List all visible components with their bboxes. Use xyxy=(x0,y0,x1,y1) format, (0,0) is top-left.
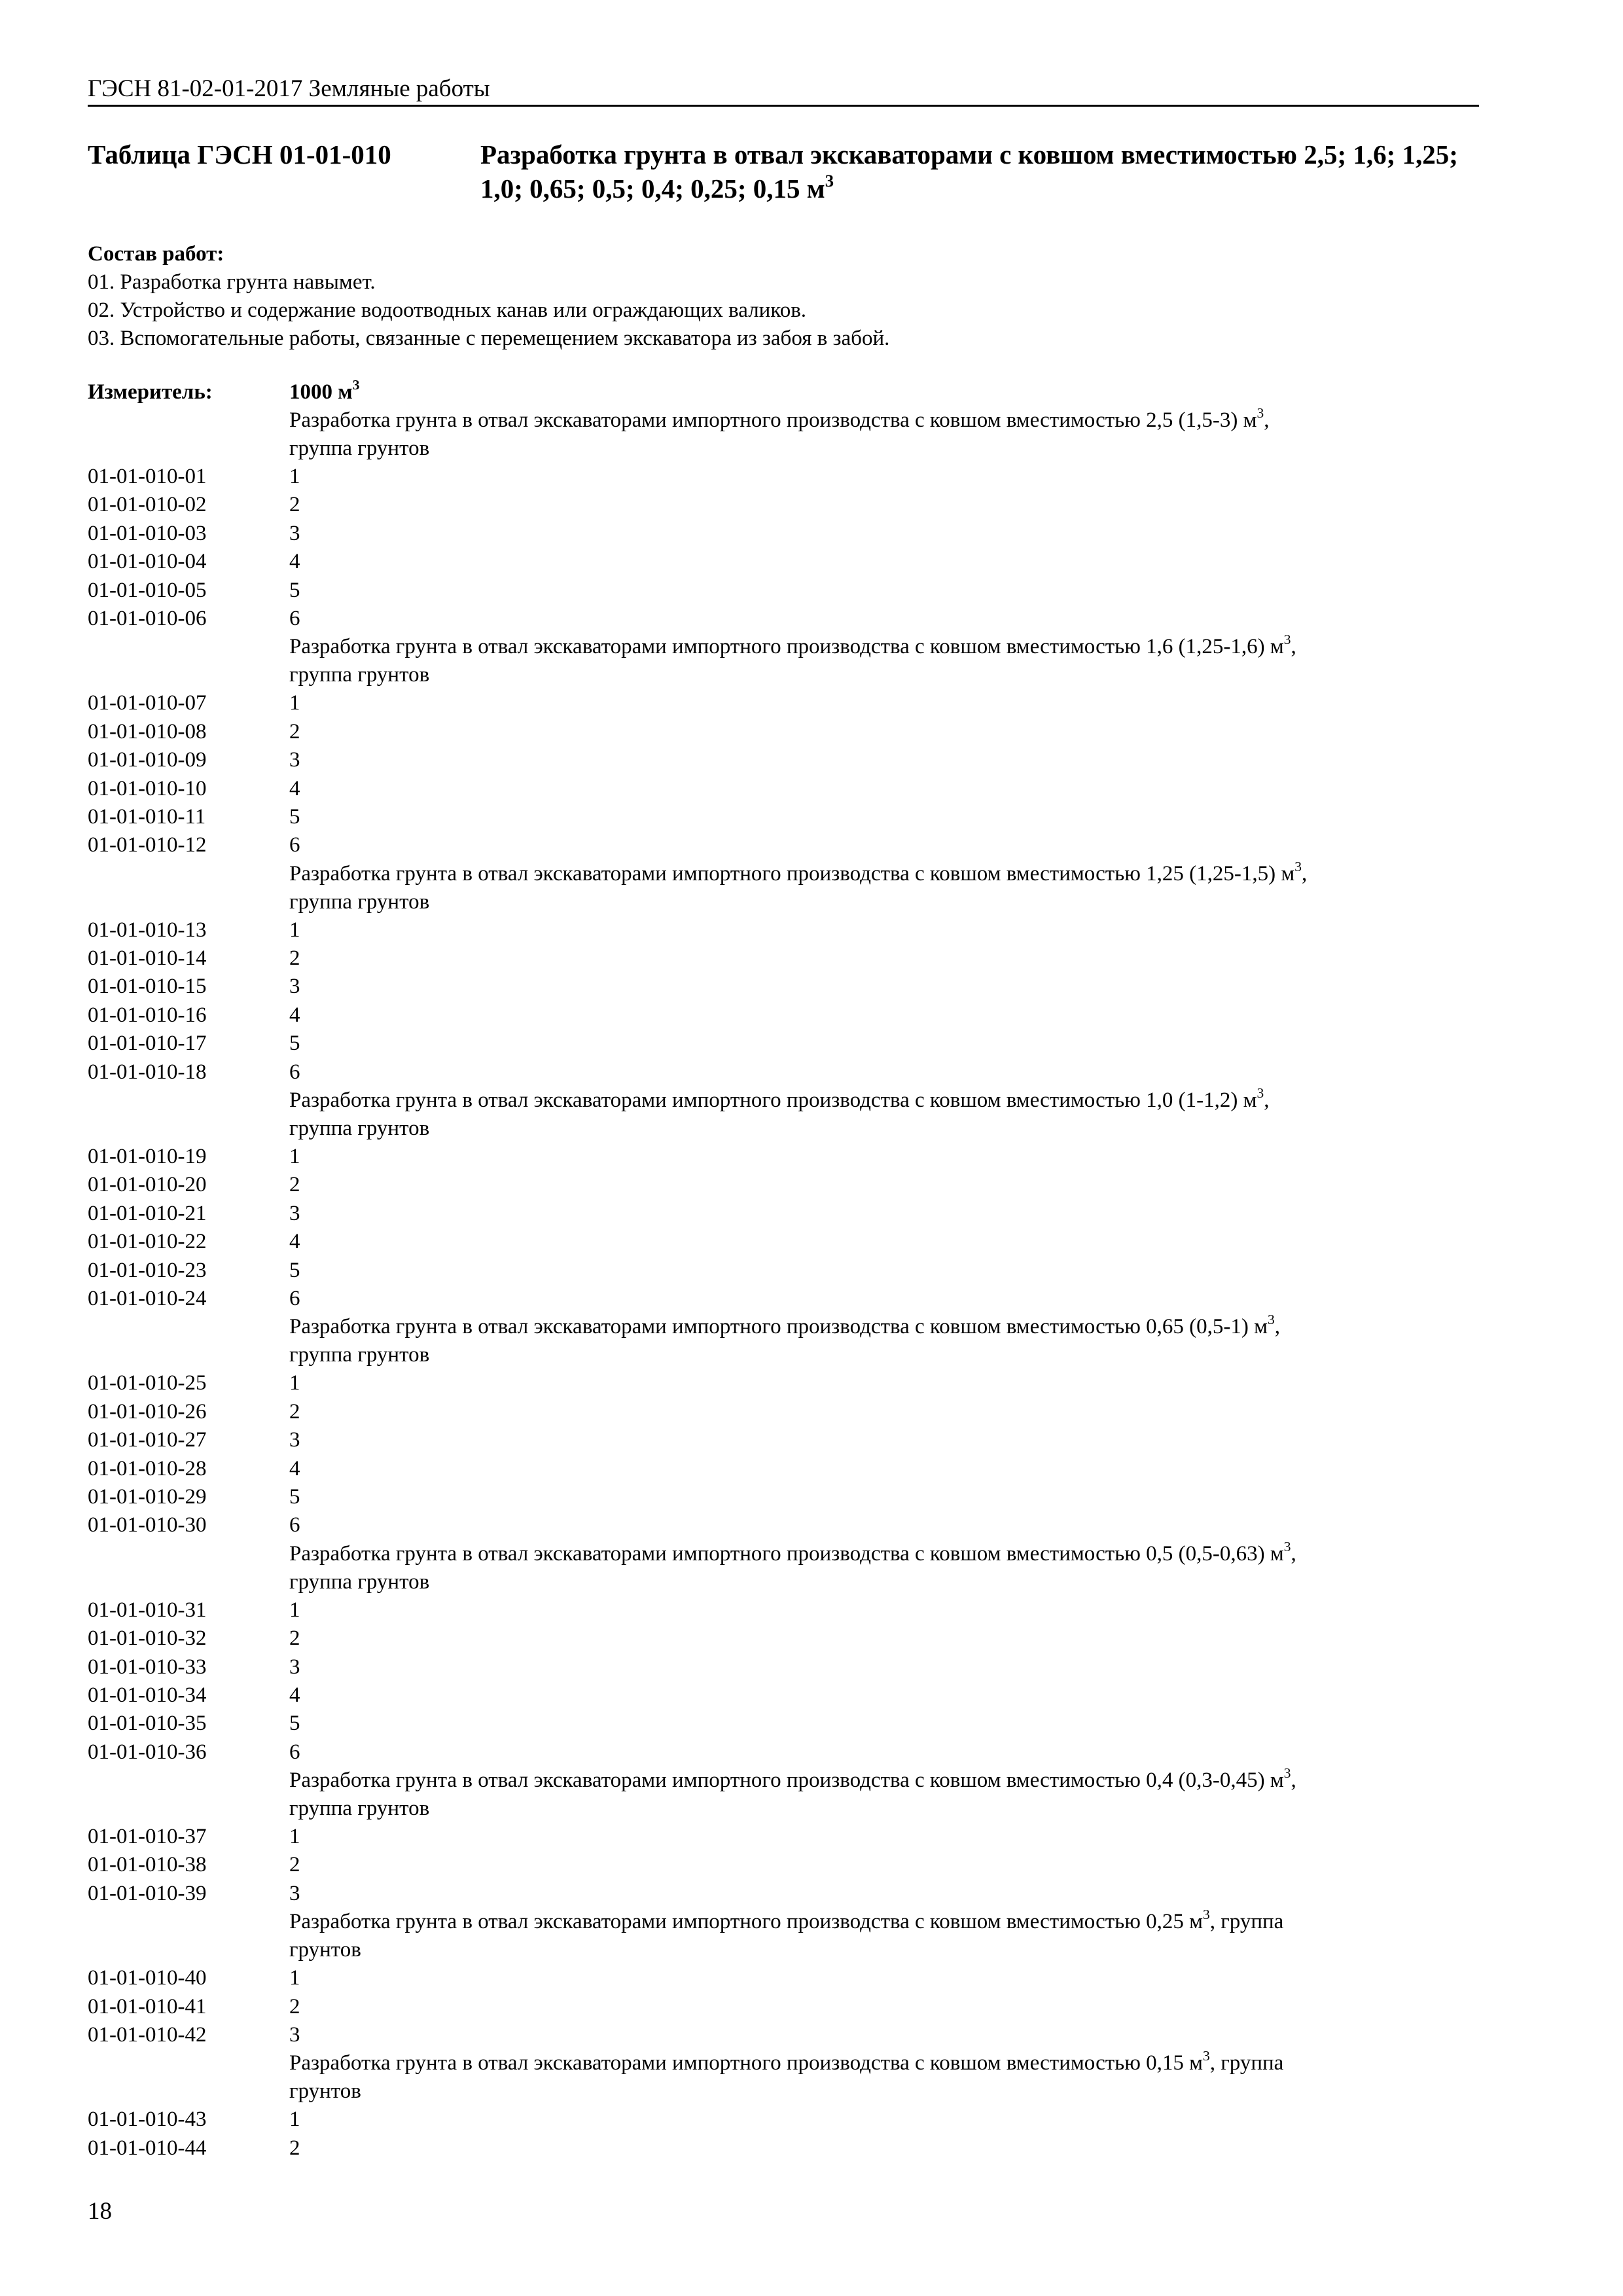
norm-row xyxy=(88,916,1479,944)
soil-group: 4 xyxy=(289,1456,300,1480)
section-title-line2: группа грунтов xyxy=(289,1570,430,1594)
norm-row xyxy=(88,1455,1479,1483)
soil-group: 1 xyxy=(289,2108,300,2132)
section-title-sup: 3 xyxy=(1283,1765,1291,1781)
norm-code: 01-01-010-03 xyxy=(88,521,207,545)
norm-code: 01-01-010-30 xyxy=(88,1513,207,1537)
soil-group: 2 xyxy=(289,2136,300,2160)
section-title-tail: , xyxy=(1264,1088,1270,1113)
norm-row xyxy=(88,2021,1479,2049)
norm-code: 01-01-010-05 xyxy=(88,578,207,602)
soil-group: 2 xyxy=(289,719,300,744)
norm-code: 01-01-010-43 xyxy=(88,2108,207,2132)
norm-code: 01-01-010-18 xyxy=(88,1060,207,1084)
section-title-line2: грунтов xyxy=(289,1938,361,1962)
section-title-text: Разработка грунта в отвал экскаваторами импортного производства с ковшом вместимостью 0,65 (0,5-1) м xyxy=(289,1315,1268,1339)
norm-code: 01-01-010-32 xyxy=(88,1626,207,1651)
norm-row xyxy=(88,1200,1479,1228)
soil-group: 4 xyxy=(289,1230,300,1254)
norm-row xyxy=(88,1369,1479,1397)
soil-group: 1 xyxy=(289,1145,300,1169)
section-title-text: Разработка грунта в отвал экскаваторами импортного производства с ковшом вместимостью 0,15 м xyxy=(289,2051,1203,2075)
soil-group: 3 xyxy=(289,521,300,545)
soil-group: 3 xyxy=(289,1655,300,1679)
section-title-line2: группа грунтов xyxy=(289,437,430,460)
norm-row xyxy=(88,1653,1479,1681)
norm-code: 01-01-010-28 xyxy=(88,1456,207,1480)
soil-group: 6 xyxy=(289,1060,300,1084)
section-title-sup: 3 xyxy=(1294,858,1302,874)
section-header xyxy=(88,406,1572,463)
table-code: Таблица ГЭСН 01-01-010 xyxy=(88,139,391,170)
measure-value-text: 1000 м xyxy=(289,380,353,404)
soil-group: 1 xyxy=(289,918,300,942)
measure-unit xyxy=(88,378,1479,406)
norm-row xyxy=(88,1030,1479,1058)
soil-group: 1 xyxy=(289,465,300,488)
norm-code: 01-01-010-09 xyxy=(88,748,207,772)
norm-row xyxy=(88,803,1479,831)
norm-row xyxy=(88,1710,1479,1738)
norm-row xyxy=(88,775,1479,803)
composition-item: 01. Разработка грунта навымет. xyxy=(88,270,376,294)
norm-code: 01-01-010-44 xyxy=(88,2136,207,2160)
norm-code: 01-01-010-42 xyxy=(88,2023,207,2047)
norm-code: 01-01-010-17 xyxy=(88,1031,207,1056)
section-title-text: Разработка грунта в отвал экскаваторами импортного производства с ковшом вместимостью 0,4 (0,3-0,45) м xyxy=(289,1768,1284,1793)
norm-row xyxy=(88,1228,1479,1256)
measure-label: Измеритель: xyxy=(88,380,213,404)
section-title-text: Разработка грунта в отвал экскаваторами импортного производства с ковшом вместимостью 2,5 (1,5-3) м xyxy=(289,408,1257,432)
norm-code: 01-01-010-15 xyxy=(88,975,207,999)
norm-row xyxy=(88,548,1479,576)
norm-code: 01-01-010-26 xyxy=(88,1399,207,1424)
norm-code: 01-01-010-04 xyxy=(88,550,207,574)
norm-code: 01-01-010-06 xyxy=(88,606,207,630)
norm-code: 01-01-010-23 xyxy=(88,1258,207,1282)
section-title-sup: 3 xyxy=(1283,632,1291,648)
soil-group: 5 xyxy=(289,1258,300,1282)
norm-code: 01-01-010-08 xyxy=(88,719,207,744)
section-title-line xyxy=(289,1540,1572,1568)
soil-group: 1 xyxy=(289,1825,300,1849)
norm-code: 01-01-010-27 xyxy=(88,1428,207,1452)
soil-group: 2 xyxy=(289,493,300,517)
norm-code: 01-01-010-10 xyxy=(88,776,207,800)
soil-group: 5 xyxy=(289,1031,300,1056)
norm-code: 01-01-010-11 xyxy=(88,804,206,829)
norm-code: 01-01-010-34 xyxy=(88,1683,207,1707)
norm-row xyxy=(88,1738,1479,1767)
norm-row xyxy=(88,1171,1479,1199)
norm-code: 01-01-010-36 xyxy=(88,1740,207,1764)
soil-group: 6 xyxy=(289,1286,300,1310)
norm-row xyxy=(88,746,1479,774)
table-name xyxy=(480,137,1479,206)
section-title-tail: , группа xyxy=(1209,2051,1284,2075)
norm-code: 01-01-010-35 xyxy=(88,1712,207,1736)
norm-code: 01-01-010-07 xyxy=(88,691,207,715)
norm-row xyxy=(88,1596,1479,1624)
norm-row xyxy=(88,1426,1479,1454)
soil-group: 5 xyxy=(289,1484,300,1509)
soil-group: 2 xyxy=(289,1626,300,1651)
soil-group: 1 xyxy=(289,691,300,715)
table-title xyxy=(88,137,1479,206)
norm-row xyxy=(88,1823,1479,1851)
norm-code: 01-01-010-01 xyxy=(88,465,207,488)
norm-code: 01-01-010-12 xyxy=(88,833,207,857)
soil-group: 5 xyxy=(289,578,300,602)
section-title-line xyxy=(289,1313,1572,1341)
section-header xyxy=(88,2049,1572,2106)
norm-row xyxy=(88,944,1479,973)
norm-row xyxy=(88,718,1479,746)
section-title-sup: 3 xyxy=(1283,1538,1291,1554)
soil-group: 2 xyxy=(289,1399,300,1424)
section-title-line xyxy=(289,1086,1572,1115)
measure-value xyxy=(289,378,359,406)
work-composition xyxy=(88,240,1479,353)
norm-code: 01-01-010-21 xyxy=(88,1201,207,1225)
norm-row xyxy=(88,1398,1479,1426)
section-title-text: Разработка грунта в отвал экскаваторами импортного производства с ковшом вместимостью 0,25 м xyxy=(289,1910,1203,1934)
norm-code: 01-01-010-13 xyxy=(88,918,207,942)
norm-row xyxy=(88,1058,1479,1086)
norm-row xyxy=(88,1285,1479,1313)
composition-item: 03. Вспомогательные работы, связанные с перемещением экскаватора из забоя в забой. xyxy=(88,327,890,350)
norm-code: 01-01-010-25 xyxy=(88,1371,207,1395)
soil-group: 3 xyxy=(289,2023,300,2047)
soil-group: 3 xyxy=(289,748,300,772)
table-name-sup: 3 xyxy=(825,170,834,190)
norm-row xyxy=(88,1964,1479,1992)
section-title-tail: , xyxy=(1264,408,1270,432)
section-title-line2: группа грунтов xyxy=(289,1797,430,1821)
norm-code: 01-01-010-24 xyxy=(88,1286,207,1310)
section-title-line xyxy=(289,1908,1572,1936)
section-header xyxy=(88,633,1572,689)
section-title-text: Разработка грунта в отвал экскаваторами импортного производства с ковшом вместимостью 0,5 (0,5-0,63) м xyxy=(289,1541,1284,1566)
section-title-line2: группа грунтов xyxy=(289,889,430,914)
norm-row xyxy=(88,2106,1479,2134)
section-title-line2: группа грунтов xyxy=(289,1117,430,1141)
section-title-text: Разработка грунта в отвал экскаваторами импортного производства с ковшом вместимостью 1,25 (1,25-1,5) м xyxy=(289,861,1295,886)
soil-group: 3 xyxy=(289,1428,300,1452)
section-header xyxy=(88,1086,1572,1143)
norm-row xyxy=(88,1257,1479,1285)
section-title-line2: группа грунтов xyxy=(289,663,430,687)
soil-group: 4 xyxy=(289,550,300,574)
section-title-tail: , xyxy=(1291,1768,1296,1793)
section-header xyxy=(88,1540,1572,1596)
norm-row xyxy=(88,1851,1479,1879)
soil-group: 3 xyxy=(289,1201,300,1225)
norm-row xyxy=(88,1511,1479,1539)
norm-code: 01-01-010-33 xyxy=(88,1655,207,1679)
soil-group: 2 xyxy=(289,946,300,971)
norm-row xyxy=(88,831,1479,859)
norm-row xyxy=(88,1001,1479,1030)
soil-group: 6 xyxy=(289,833,300,857)
soil-group: 4 xyxy=(289,1003,300,1027)
section-header xyxy=(88,860,1572,916)
soil-group: 5 xyxy=(289,804,300,829)
soil-group: 6 xyxy=(289,606,300,630)
section-title-tail: , xyxy=(1274,1315,1280,1339)
norm-code: 01-01-010-19 xyxy=(88,1145,207,1169)
measure-value-sup: 3 xyxy=(352,376,360,393)
norm-code: 01-01-010-02 xyxy=(88,493,207,517)
table-name-text: Разработка грунта в отвал экскаваторами с ковшом вместимостью 2,5; 1,6; 1,25; 1,0; 0,65; 0,5; 0,4; 0,25; 0,15 м xyxy=(480,139,1458,204)
page-number: 18 xyxy=(88,2198,112,2225)
norm-code: 01-01-010-14 xyxy=(88,946,207,971)
norm-code: 01-01-010-38 xyxy=(88,1853,207,1877)
soil-group: 2 xyxy=(289,1853,300,1877)
norm-row xyxy=(88,1483,1479,1511)
section-title-line xyxy=(289,2049,1572,2077)
running-header: ГЭСН 81-02-01-2017 Земляные работы xyxy=(88,73,1479,107)
section-title-line xyxy=(289,633,1572,661)
norm-row xyxy=(88,1681,1479,1710)
norm-row xyxy=(88,689,1479,717)
soil-group: 2 xyxy=(289,1173,300,1197)
section-title-line2: группа грунтов xyxy=(289,1343,430,1367)
norm-code: 01-01-010-39 xyxy=(88,1881,207,1905)
norm-code: 01-01-010-31 xyxy=(88,1598,207,1622)
norm-row xyxy=(88,577,1479,605)
norm-code: 01-01-010-41 xyxy=(88,1994,207,2018)
section-title-tail: , группа xyxy=(1209,1910,1284,1934)
norm-code: 01-01-010-16 xyxy=(88,1003,207,1027)
section-header xyxy=(88,1908,1572,1964)
section-title-sup: 3 xyxy=(1257,404,1264,421)
norm-row xyxy=(88,1993,1479,2021)
section-title-tail: , xyxy=(1301,861,1308,886)
norm-row xyxy=(88,973,1479,1001)
section-title-sup: 3 xyxy=(1203,2048,1210,2064)
norm-row xyxy=(88,1880,1479,1908)
section-header xyxy=(88,1767,1572,1823)
soil-group: 6 xyxy=(289,1513,300,1537)
norm-row xyxy=(88,520,1479,548)
soil-group: 3 xyxy=(289,1881,300,1905)
norm-row xyxy=(88,605,1479,633)
norm-code: 01-01-010-29 xyxy=(88,1484,207,1509)
norm-row xyxy=(88,1624,1479,1653)
soil-group: 4 xyxy=(289,776,300,800)
section-title-tail: , xyxy=(1291,1541,1296,1566)
section-title-sup: 3 xyxy=(1257,1085,1264,1101)
soil-group: 3 xyxy=(289,975,300,999)
section-title-sup: 3 xyxy=(1203,1907,1210,1923)
norm-code: 01-01-010-37 xyxy=(88,1825,207,1849)
section-title-tail: , xyxy=(1291,635,1296,659)
section-title-line2: грунтов xyxy=(289,2079,361,2104)
soil-group: 1 xyxy=(289,1966,300,1990)
composition-heading: Состав работ: xyxy=(88,242,224,266)
norm-row xyxy=(88,491,1479,519)
section-title-text: Разработка грунта в отвал экскаваторами импортного производства с ковшом вместимостью 1,0 (1-1,2) м xyxy=(289,1088,1257,1113)
soil-group: 1 xyxy=(289,1598,300,1622)
soil-group: 2 xyxy=(289,1994,300,2018)
norm-row xyxy=(88,2134,1479,2162)
section-title-line xyxy=(289,406,1572,435)
soil-group: 5 xyxy=(289,1712,300,1736)
norm-row xyxy=(88,1143,1479,1171)
soil-group: 6 xyxy=(289,1740,300,1764)
norm-code: 01-01-010-22 xyxy=(88,1230,207,1254)
soil-group: 1 xyxy=(289,1371,300,1395)
section-title-sup: 3 xyxy=(1267,1312,1275,1328)
soil-group: 4 xyxy=(289,1683,300,1707)
section-title-text: Разработка грунта в отвал экскаваторами импортного производства с ковшом вместимостью 1,6 (1,25-1,6) м xyxy=(289,635,1284,659)
section-title-line xyxy=(289,1767,1572,1795)
norm-entries-list xyxy=(88,406,1479,2162)
norm-row xyxy=(88,463,1479,491)
norm-code: 01-01-010-20 xyxy=(88,1173,207,1197)
section-header xyxy=(88,1313,1572,1369)
composition-item: 02. Устройство и содержание водоотводных канав или ограждающих валиков. xyxy=(88,298,807,322)
section-title-line xyxy=(289,860,1572,888)
norm-code: 01-01-010-40 xyxy=(88,1966,207,1990)
